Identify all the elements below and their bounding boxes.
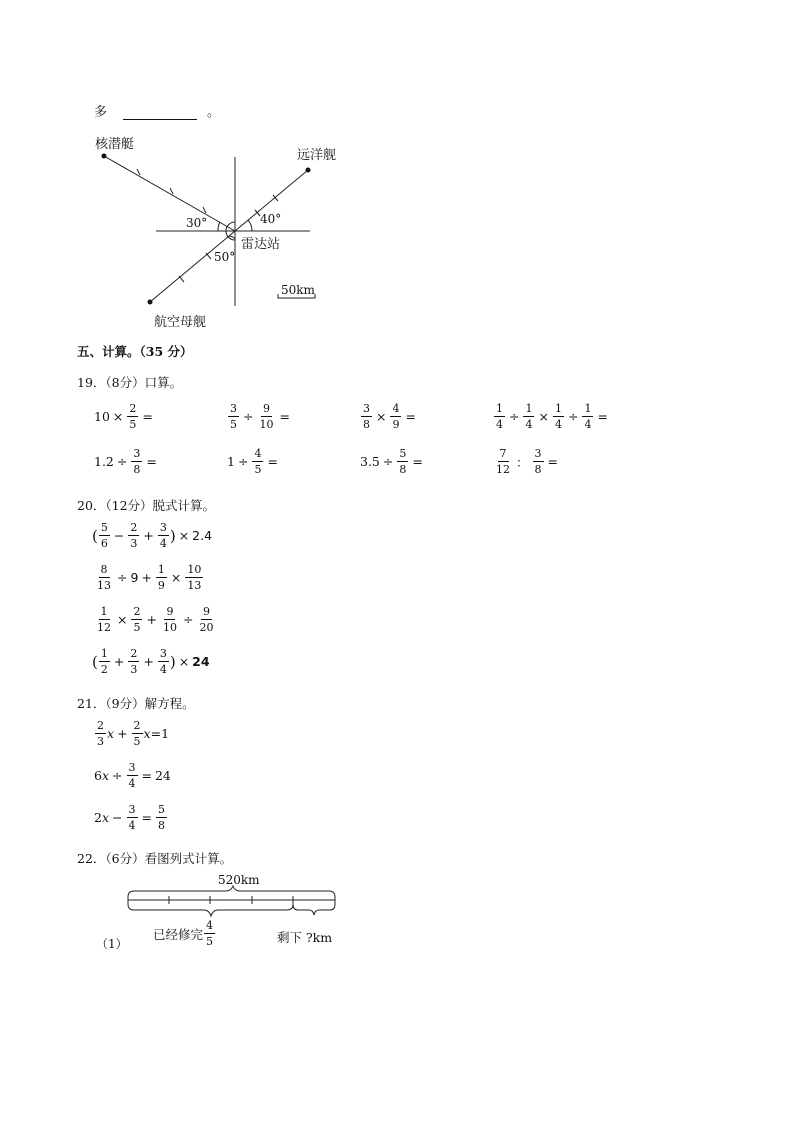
fraction: $\frac{1}{9}$ <box>157 563 165 592</box>
q19-item-2 <box>227 403 293 430</box>
q20-title: 20．（12分）脱式计算。 <box>77 498 216 513</box>
fraction: $\frac{10}{13}$ <box>187 563 202 592</box>
number: 24 <box>154 768 171 783</box>
equals: = <box>279 409 290 424</box>
variable: x <box>101 768 110 783</box>
number: 24 <box>192 654 210 669</box>
q19-item-7 <box>360 448 426 475</box>
submarine-ray <box>104 156 235 231</box>
operator: ÷ <box>112 768 123 783</box>
number: 2 <box>94 810 102 825</box>
q19-title: 19．（8分）口算。 <box>77 375 183 390</box>
equals: = <box>267 454 278 469</box>
fraction: $\frac{1}{4}$ <box>525 402 533 431</box>
tick <box>203 207 206 213</box>
total-length-label: 520km <box>218 873 260 887</box>
operator: ÷ <box>509 409 520 424</box>
fraction: $\frac{2}{5}$ <box>133 719 141 748</box>
fraction: $\frac{4}{5}$ <box>206 919 214 948</box>
fraction: $\frac{3}{8}$ <box>534 447 542 476</box>
direction-diagram <box>0 0 794 340</box>
number: 6 <box>94 768 102 783</box>
operator: − <box>112 810 123 825</box>
fraction: $\frac{7}{12}$ <box>496 447 510 476</box>
done-brace <box>128 904 293 916</box>
number: 1.2 <box>94 454 114 469</box>
rest-brace <box>293 904 335 915</box>
q20-expression-1 <box>92 522 212 549</box>
fraction: $\frac{3}{4}$ <box>128 803 136 832</box>
fraction: $\frac{1}{2}$ <box>100 647 108 676</box>
done-text: 已经修完 <box>153 926 204 942</box>
fraction: $\frac{3}{4}$ <box>128 761 136 790</box>
q19-item-1 <box>94 403 156 430</box>
equals: = <box>405 409 416 424</box>
fraction: $\frac{1}{12}$ <box>97 605 111 634</box>
ocean-ship-label: 远洋舰 <box>297 148 337 163</box>
operator: + <box>143 654 154 669</box>
done-label <box>153 920 216 947</box>
fraction: $\frac{3}{4}$ <box>159 647 167 676</box>
variable: x <box>107 726 115 741</box>
equals: = <box>141 810 152 825</box>
tick <box>206 253 211 259</box>
equals: = <box>597 409 608 424</box>
operator: × <box>170 570 182 585</box>
equals: = <box>412 454 423 469</box>
operator: × <box>376 409 387 424</box>
operator: × <box>112 409 124 424</box>
top-line-suffix: 。 <box>207 105 221 120</box>
q22-title: 22．（6分）看图列式计算。 <box>77 851 233 866</box>
submarine-point <box>102 154 107 159</box>
operator: + <box>143 528 154 543</box>
left-paren: ( <box>92 526 98 545</box>
fraction: $\frac{8}{13}$ <box>97 563 111 592</box>
fraction: $\frac{3}{8}$ <box>363 402 370 431</box>
operator: ÷ <box>182 612 194 627</box>
fraction: $\frac{5}{6}$ <box>100 521 108 550</box>
variable: x <box>143 726 151 741</box>
number: 9 <box>130 570 139 585</box>
left-paren: ( <box>92 652 98 671</box>
rest-label: 剩下 ?km <box>277 930 333 945</box>
fraction: $\frac{2}{3}$ <box>130 647 138 676</box>
equals: = <box>150 726 162 741</box>
tick <box>137 169 140 175</box>
operator: × <box>117 612 128 627</box>
number: 3.5 <box>360 454 380 469</box>
fraction: $\frac{9}{10}$ <box>162 605 177 634</box>
right-paren: ) <box>169 526 176 545</box>
equals: = <box>146 454 157 469</box>
angle-50-label: 50° <box>214 250 236 264</box>
right-paren: ) <box>169 652 176 671</box>
operator: ÷ <box>567 409 579 424</box>
fraction: $\frac{5}{8}$ <box>157 803 165 832</box>
q19-item-3 <box>360 403 419 430</box>
number: 10 <box>94 409 110 424</box>
number: 1 <box>227 454 235 469</box>
ocean-ship-point <box>306 168 311 173</box>
carrier-label: 航空母舰 <box>154 315 207 330</box>
q21-equation-2 <box>94 762 171 789</box>
ratio-sign: ： <box>516 454 529 470</box>
fraction: $\frac{9}{20}$ <box>199 605 214 634</box>
number: 2.4 <box>192 528 213 543</box>
fraction: $\frac{3}{5}$ <box>230 402 237 431</box>
fraction: $\frac{5}{8}$ <box>399 447 407 476</box>
tick <box>170 188 173 194</box>
number: 1 <box>161 726 170 741</box>
fraction: $\frac{3}{4}$ <box>159 521 167 550</box>
fraction: $\frac{2}{3}$ <box>97 719 104 748</box>
angle-arc-40 <box>248 220 252 231</box>
operator: ÷ <box>243 409 254 424</box>
q19-item-8 <box>493 448 561 475</box>
fraction: $\frac{1}{4}$ <box>496 402 503 431</box>
q20-expression-2 <box>94 564 204 591</box>
operator: × <box>538 409 549 424</box>
equals: = <box>141 768 152 783</box>
operator: ÷ <box>382 454 394 469</box>
operator: × <box>178 654 190 669</box>
operator: ÷ <box>116 454 128 469</box>
angle-30-label: 30° <box>186 216 208 230</box>
fraction: $\frac{4}{5}$ <box>254 447 262 476</box>
fraction: $\frac{3}{8}$ <box>133 447 141 476</box>
angle-arc-30 <box>218 222 220 231</box>
q19-item-4 <box>493 403 611 430</box>
operator: − <box>113 528 125 543</box>
radar-label: 雷达站 <box>241 237 281 252</box>
submarine-label: 核潜艇 <box>95 137 135 152</box>
q20-expression-3 <box>94 606 216 633</box>
q21-title: 21．（9分）解方程。 <box>77 696 195 711</box>
equals: = <box>547 454 558 469</box>
segment-diagram <box>0 880 794 930</box>
operator: + <box>117 726 128 741</box>
equals: = <box>142 409 153 424</box>
section-5-title: 五、计算。（35 分） <box>77 344 193 359</box>
top-line-prefix: 多 <box>94 105 108 120</box>
fraction: $\frac{2}{3}$ <box>130 521 138 550</box>
carrier-ray <box>150 231 235 302</box>
q21-equation-3 <box>94 804 168 831</box>
operator: + <box>146 612 157 627</box>
fraction: $\frac{1}{4}$ <box>584 402 592 431</box>
fraction: $\frac{4}{9}$ <box>392 402 400 431</box>
operator: ÷ <box>237 454 249 469</box>
variable: x <box>101 810 110 825</box>
q19-item-6 <box>227 448 281 475</box>
fraction: $\frac{9}{10}$ <box>259 402 274 431</box>
operator: + <box>113 654 125 669</box>
q20-expression-4 <box>92 648 210 675</box>
q22-sub-number: （1） <box>96 937 128 951</box>
top-brace <box>128 886 335 897</box>
scale-label: 50km <box>281 283 315 297</box>
operator: × <box>178 528 190 543</box>
angle-40-label: 40° <box>260 212 282 226</box>
carrier-point <box>148 300 153 305</box>
operator: ÷ <box>117 570 128 585</box>
fraction: $\frac{1}{4}$ <box>554 402 562 431</box>
q21-equation-1 <box>94 720 169 747</box>
tick <box>179 276 184 282</box>
operator: + <box>141 570 152 585</box>
fraction: $\frac{2}{5}$ <box>133 605 141 634</box>
q19-item-5 <box>94 448 160 475</box>
fraction: $\frac{2}{5}$ <box>129 402 137 431</box>
